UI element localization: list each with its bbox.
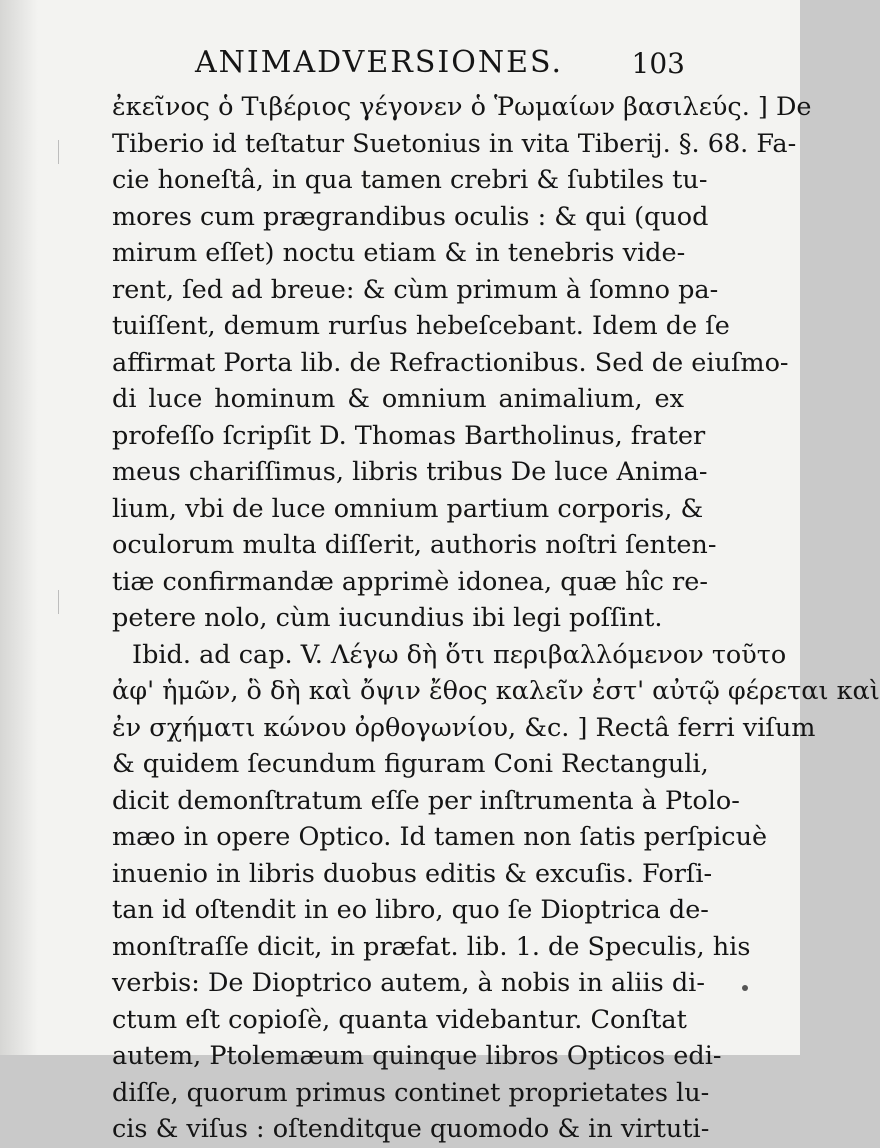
paragraph-start-line: Ibid. ad cap. V. Λέγω δὴ ὅτι περιβαλλόμενον τοῦτο: [132, 639, 787, 670]
text-line: Tiberio id teſtatur Suetonius in vita Tiberij. §. 68. Fa-: [112, 128, 797, 159]
text-line: mirum eſſet) noctu etiam & in tenebris vide-: [112, 238, 686, 268]
text-line: ἐκεῖνος ὁ Τιβέριος γέγονεν ὁ Ῥωμαίων βασιλεύς. ] De: [112, 92, 812, 122]
text-line: ἐν σχήματι κώνου ὀρθογωνίου, &c. ] Rectâ ferri viſum: [112, 712, 816, 743]
running-title: ANIMADVERSIONES.: [195, 45, 563, 80]
text-line: cis & viſus : oſtenditque quomodo & in virtuti-: [112, 1114, 710, 1144]
text-line: monſtraſſe dicit, in præfat. lib. 1. de Speculis, his: [112, 931, 751, 962]
text-line: tiæ confirmandæ apprimè idonea, quæ hîc re-: [112, 566, 708, 597]
text-line: tuiſſent, demum rurſus hebeſcebant. Idem de ſe: [112, 311, 730, 341]
margin-mark: [58, 140, 69, 164]
text-line: mores cum prægrandibus oculis : & qui (quod: [112, 201, 709, 232]
margin-mark: [58, 590, 69, 614]
page-body-text: [112, 89, 880, 1148]
text-line: ἀφ' ἡμῶν, ὃ δὴ καὶ ὄψιν ἔθος καλεῖν ἐστ' αὐτῷ φέρεται καὶ: [112, 676, 880, 706]
page-number: 103: [631, 47, 685, 80]
text-line: diſſe, quorum primus continet proprietates lu-: [112, 1077, 710, 1108]
text-line: rent, ſed ad breue: & cùm primum à ſomno pa-: [112, 274, 719, 305]
text-line: lium, vbi de luce omnium partium corporis, &: [112, 493, 704, 524]
text-line: autem, Ptolemæum quinque libros Opticos edi-: [112, 1041, 722, 1071]
text-line: mæo in opere Optico. Id tamen non ſatis perſpicuè: [112, 822, 768, 852]
text-line: di luce hominum & omnium animalium, ex: [112, 384, 684, 414]
text-line: meus chariſſimus, libris tribus De luce Anima-: [112, 457, 708, 487]
text-line: & quidem ſecundum figuram Coni Rectanguli,: [112, 749, 709, 779]
page-gutter-shadow: [0, 0, 38, 1055]
ink-spot: [742, 985, 748, 991]
text-line: tan id oſtendit in eo libro, quo ſe Dioptrica de-: [112, 895, 709, 925]
text-line: verbis: De Dioptrico autem, à nobis in aliis di-: [112, 968, 705, 998]
text-line: ctum eſt copioſè, quanta videbantur. Conſtat: [112, 1004, 687, 1035]
text-line: profeſſo ſcripſit D. Thomas Bartholinus, frater: [112, 420, 706, 451]
text-line: affirmat Porta lib. de Refractionibus. Sed de eiuſmo-: [112, 347, 789, 378]
text-line: cie honeſtâ, in qua tamen crebri & ſubtiles tu-: [112, 165, 708, 195]
paragraph-end-line: petere nolo, cùm iucundius ibi legi poſſint.: [112, 603, 663, 633]
text-line: oculorum multa diſſerit, authoris noſtri ſenten-: [112, 530, 717, 560]
text-line: dicit demonſtratum eſſe per inſtrumenta à Ptolo-: [112, 785, 740, 816]
text-line: inuenio in libris duobus editis & excuſis. Forſi-: [112, 858, 713, 889]
page-header: [195, 45, 685, 85]
